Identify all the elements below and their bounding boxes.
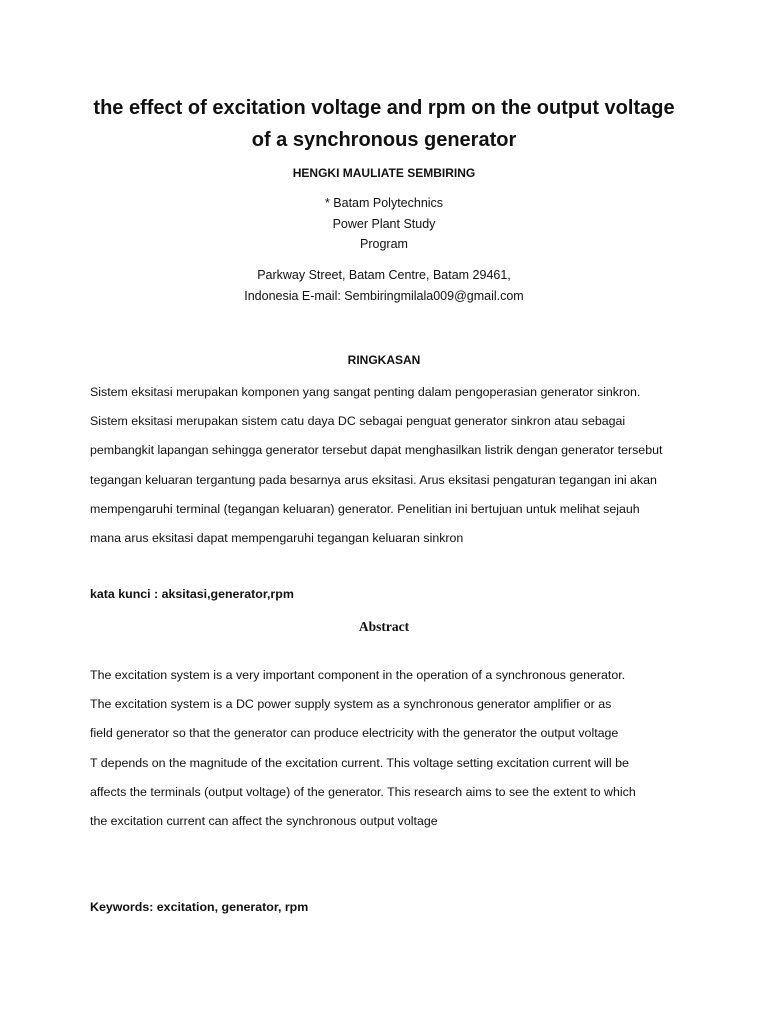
address-line: Parkway Street, Batam Centre, Batam 29461,	[257, 268, 511, 282]
paper-title-line-2: of a synchronous generator	[251, 129, 517, 151]
abstract-paragraph	[90, 667, 700, 842]
ringkasan-paragraph	[90, 384, 700, 559]
address-email-line: Indonesia E-mail: Sembiringmilala009@gmail.com	[244, 288, 524, 303]
affiliation-line: Power Plant Study	[332, 216, 436, 231]
paragraph-line: the excitation current can affect the synchronous output voltage	[90, 813, 438, 828]
address	[0, 265, 768, 306]
paragraph-line: The excitation system is a very important component in the operation of a synchronous generator.	[90, 668, 626, 682]
paragraph-line: Sistem eksitasi merupakan komponen yang sangat penting dalam pengoperasian generator sinkron.	[90, 385, 641, 399]
paragraph-line: pembangkit lapangan sehingga generator tersebut dapat menghasilkan listrik dengan generator tersebut	[90, 443, 663, 458]
paragraph-line: field generator so that the generator can produce electricity with the generator the output voltage	[90, 726, 619, 741]
paragraph-line: Sistem eksitasi merupakan sistem catu daya DC sebagai penguat generator sinkron atau sebagai	[90, 414, 626, 429]
affiliation	[0, 193, 768, 255]
paper-title	[60, 92, 708, 156]
ringkasan-heading: RINGKASAN	[347, 353, 421, 367]
author-name: HENGKI MAULIATE SEMBIRING	[292, 166, 476, 180]
affiliation-line: * Batam Polytechnics	[324, 196, 444, 210]
paragraph-line: T depends on the magnitude of the excitation current. This voltage setting excitation current will be	[90, 755, 629, 770]
abstract-heading: Abstract	[358, 619, 410, 634]
paragraph-line: mana arus eksitasi dapat mempengaruhi tegangan keluaran sinkron	[90, 530, 464, 545]
kata-kunci: kata kunci : aksitasi,generator,rpm	[90, 587, 294, 601]
paper-title-line-1: the effect of excitation voltage and rpm on the output voltage	[93, 97, 675, 119]
keywords: Keywords: excitation, generator, rpm	[90, 900, 309, 914]
paragraph-line: The excitation system is a DC power supply system as a synchronous generator amplifier or as	[90, 697, 612, 712]
paragraph-line: tegangan keluaran tergantung pada besarnya arus eksitasi. Arus eksitasi pengaturan tegangan ini akan	[90, 472, 657, 487]
affiliation-line: Program	[360, 237, 408, 251]
paragraph-line: mempengaruhi terminal (tegangan keluaran) generator. Penelitian ini bertujuan untuk melihat sejauh	[90, 501, 640, 516]
paragraph-line: affects the terminals (output voltage) of the generator. This research aims to see the extent to which	[90, 784, 636, 799]
